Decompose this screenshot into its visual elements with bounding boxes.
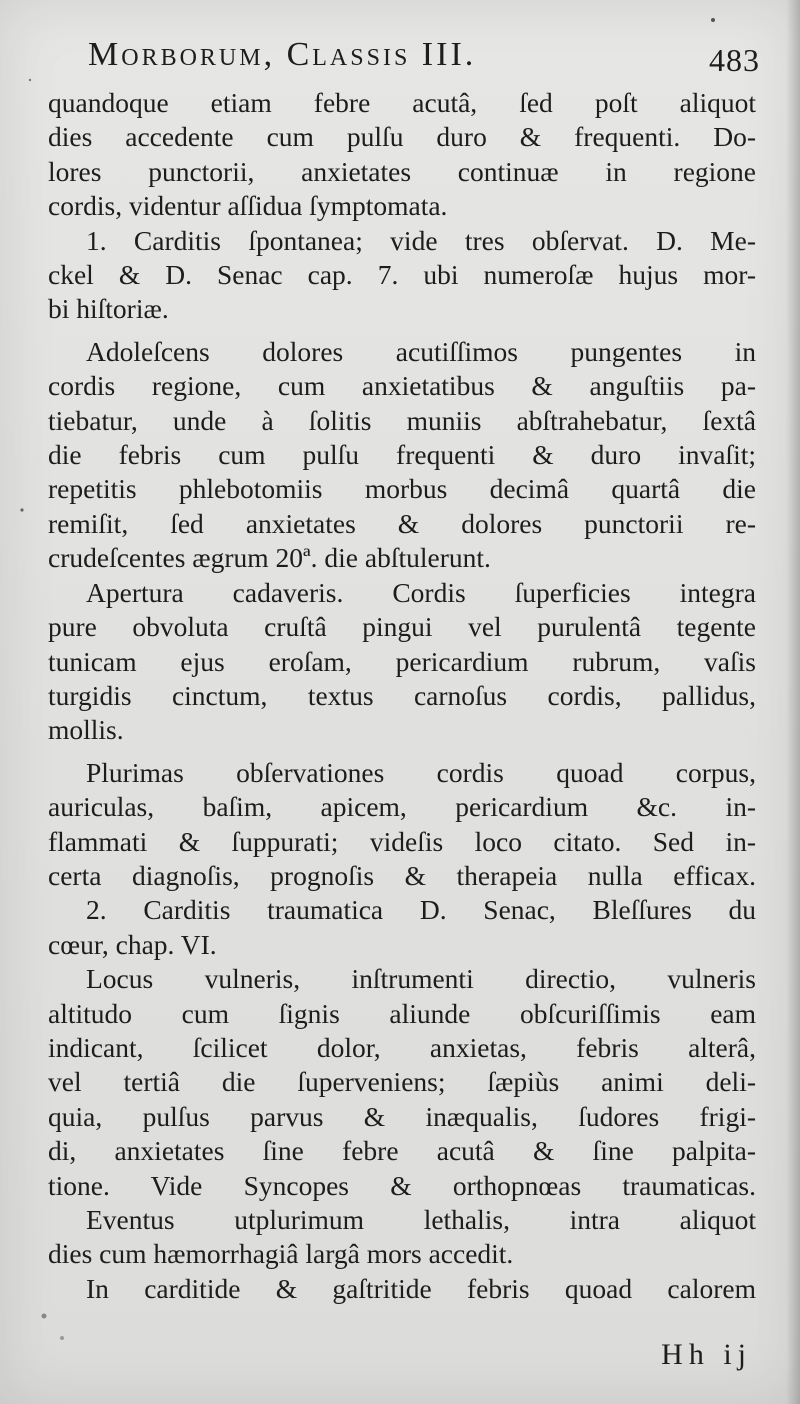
text-line: ckel & D. Senac cap. 7. ubi numeroſæ hujus mor- — [48, 259, 756, 291]
page-text — [48, 28, 760, 1306]
text-line: dies cum hæmorrhagiâ largâ mors accedit. — [48, 1238, 514, 1270]
speck — [60, 1336, 64, 1340]
text-line: pure obvoluta cruſtâ pingui vel purulentâ tegente — [48, 611, 756, 643]
speck — [20, 508, 23, 511]
text-line: 1. Carditis ſpontanea; vide tres obſervat. D. Me- — [86, 224, 756, 256]
text-line: Apertura cadaveris. Cordis ſuperficies integra — [86, 576, 756, 608]
paragraph-gap — [48, 327, 756, 335]
speck — [711, 18, 715, 22]
text-line: mollis. — [48, 714, 124, 746]
text-line: repetitis phlebotomiis morbus decimâ quartâ die — [48, 473, 756, 505]
text-line: Locus vulneris, inſtrumenti directio, vulneris — [86, 963, 756, 995]
text-line: quia, pulſus parvus & inæqualis, ſudores frigi- — [48, 1100, 756, 1132]
text-line: indicant, ſcilicet dolor, anxietas, febris alterâ, — [48, 1031, 756, 1063]
text-line: dies accedente cum pulſu duro & frequenti. Do- — [48, 121, 756, 153]
text-line: tione. Vide Syncopes & orthopnœas traumaticas. — [48, 1169, 756, 1201]
text-line: Eventus utplurimum lethalis, intra aliquot — [86, 1204, 756, 1235]
text-line: lores punctorii, anxietates continuæ in regione — [48, 155, 756, 187]
text-line: altitudo cum ſignis aliunde obſcuriſſimis eam — [48, 997, 756, 1029]
signature-mark: Hh ij — [661, 1338, 752, 1371]
paragraph-gap — [48, 748, 756, 756]
text-line: tunicam ejus eroſam, pericardium rubrum, vaſis — [48, 645, 756, 677]
text-line: cordis regione, cum anxietatibus & anguſtiis pa- — [48, 370, 756, 402]
speck — [42, 1314, 47, 1319]
text-line: auriculas, baſim, apicem, pericardium &c. in- — [48, 791, 756, 823]
text-line: die febris cum pulſu frequenti & duro invaſit; — [48, 439, 756, 471]
text-line: certa diagnoſis, prognoſis & therapeia nulla efficax. — [48, 859, 756, 891]
text-line: cœur, chap. VI. — [48, 928, 217, 960]
text-line: flammati & ſuppurati; videſis loco citato. Sed in- — [48, 825, 756, 857]
text-line: turgidis cinctum, textus carnoſus cordis, pallidus, — [48, 679, 756, 711]
text-line: crudeſcentes ægrum 20ª. die abſtulerunt. — [48, 542, 491, 574]
page-header — [48, 28, 760, 86]
speck — [29, 79, 31, 81]
text-line: tiebatur, unde à ſolitis muniis abſtrahebatur, ſextâ — [48, 404, 756, 436]
text-line: cordis, videntur aſſidua ſymptomata. — [48, 190, 448, 222]
text-line: di, anxietates ſine febre acutâ & ſine palpita- — [48, 1135, 756, 1167]
running-head: Morborum, Classis III. — [88, 36, 477, 73]
text-line: bi hiſtoriæ. — [48, 293, 169, 325]
text-line: vel tertiâ die ſuperveniens; ſæpiùs animi deli- — [48, 1066, 756, 1098]
text-line: In carditide & gaſtritide febris quoad calorem — [86, 1272, 756, 1304]
page-edge-shadow — [786, 0, 800, 1404]
page-number: 483 — [709, 42, 760, 78]
text-line: remiſit, ſed anxietates & dolores punctorii re- — [48, 507, 756, 539]
text-line: Adoleſcens dolores acutiſſimos pungentes in — [86, 335, 756, 367]
text-line: Plurimas obſervationes cordis quoad corpus, — [86, 756, 756, 788]
text-line: 2. Carditis traumatica D. Senac, Bleſſures du — [86, 894, 756, 926]
text-line: quandoque etiam febre acutâ, ſed poſt aliquot — [48, 87, 756, 118]
